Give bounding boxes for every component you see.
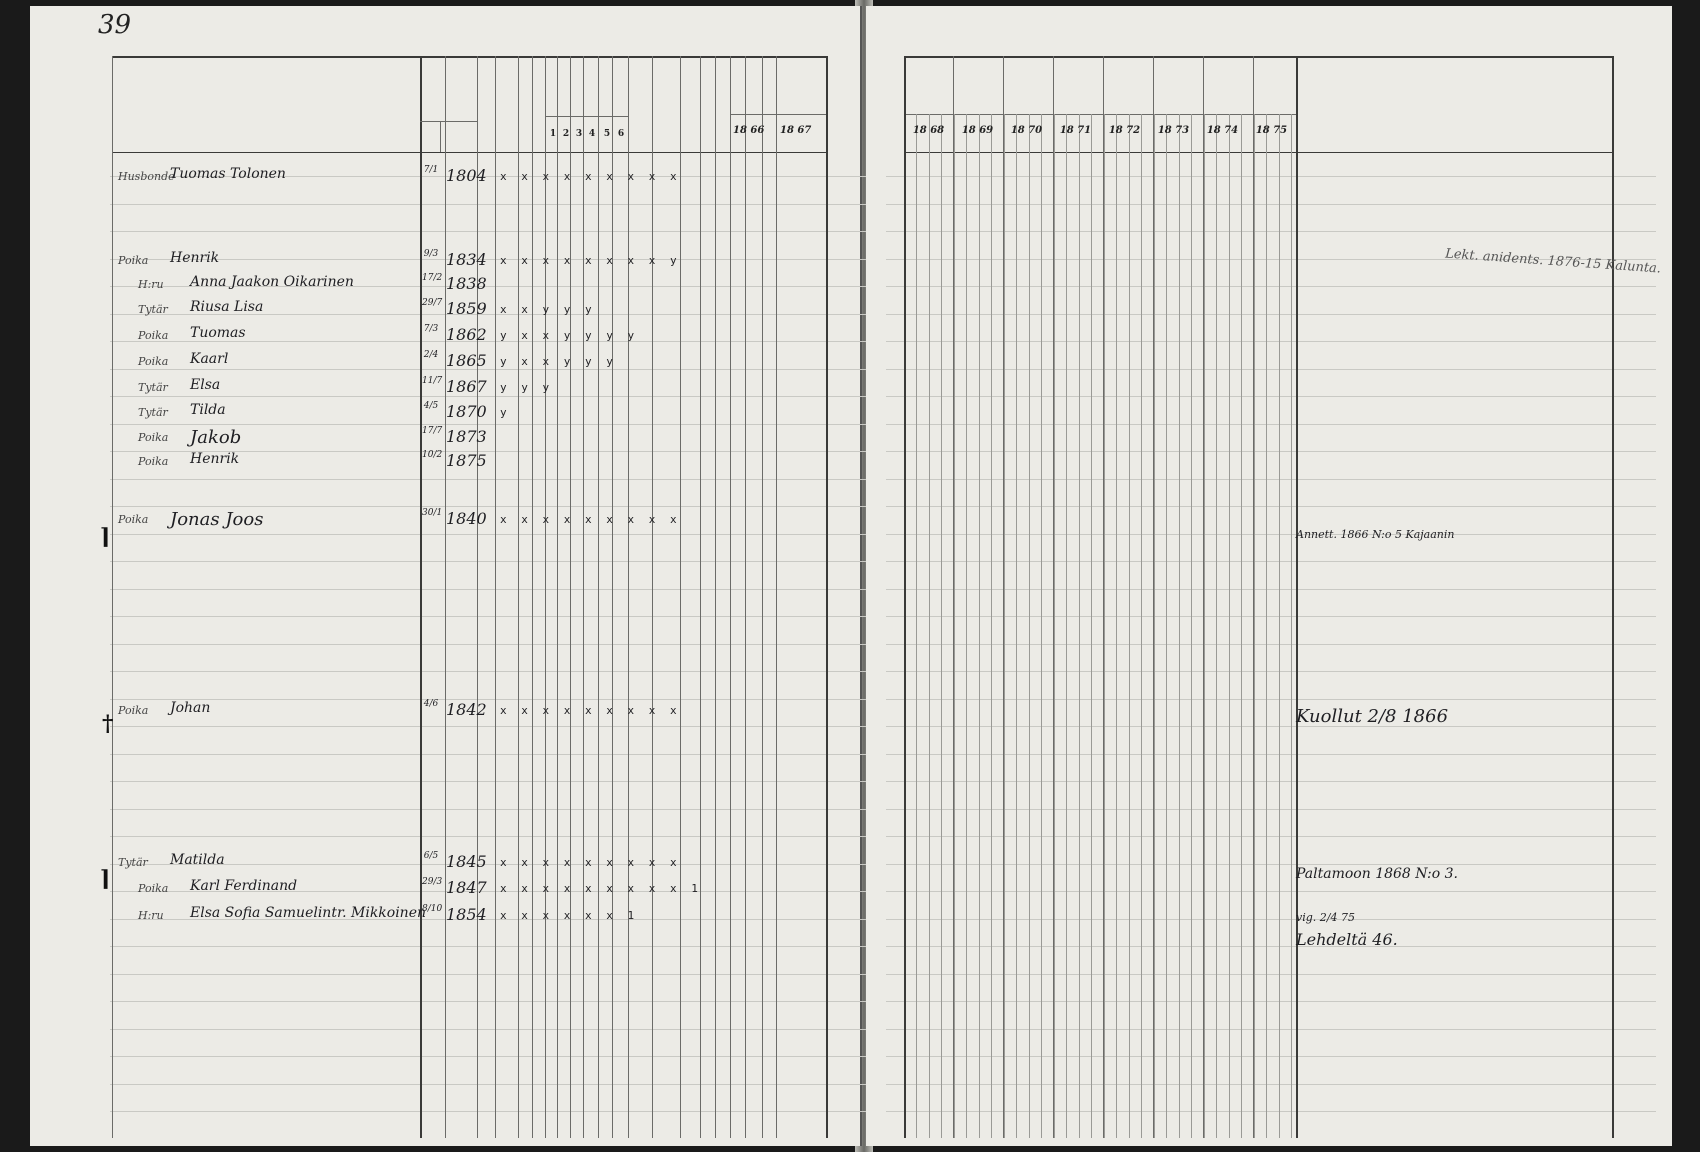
row-birth-day: 29/3 [422, 877, 443, 887]
row-birth-year: 1845 [446, 852, 487, 871]
remark-elsa: Lehdeltä 46. [1296, 930, 1398, 949]
ruled-line [110, 534, 910, 535]
ruled-line [886, 176, 1656, 177]
sub-column-line [1029, 114, 1030, 1138]
row-birth-day: 8/10 [422, 904, 443, 914]
ruled-line [886, 781, 1656, 782]
ruled-line [886, 204, 1656, 205]
sub-column-line [1041, 114, 1042, 1138]
ruled-line [886, 341, 1656, 342]
sub-column-line [1166, 114, 1167, 1138]
remark-karl: vig. 2/4 75 [1296, 911, 1355, 924]
ruled-line [110, 754, 910, 755]
ruled-line [110, 424, 910, 425]
column-divider [583, 56, 584, 1138]
ruled-line [110, 369, 910, 370]
row-birth-day: 11/7 [422, 376, 443, 386]
row-birth-day: 30/1 [422, 508, 443, 518]
ruled-line [886, 919, 1656, 920]
sub-column-line [1004, 114, 1005, 1138]
sub-column-line [1204, 114, 1205, 1138]
column-divider [628, 56, 629, 1138]
catechism-col-4: 4 [588, 129, 596, 139]
row-name: Elsa [190, 377, 221, 393]
ruled-line [886, 589, 1656, 590]
sub-column-line [929, 114, 930, 1138]
row-prefix: Poika [118, 254, 149, 267]
row-birth-year: 1854 [446, 905, 487, 924]
column-divider [598, 56, 599, 1138]
column-divider [1296, 56, 1298, 1138]
ruled-line [886, 286, 1656, 287]
column-divider [477, 56, 478, 1138]
row-marks: x x x x x x x x y [500, 254, 681, 267]
column-divider [652, 56, 653, 1138]
birth-day-year-divider [440, 121, 441, 152]
sub-column-line [1254, 114, 1255, 1138]
row-birth-year: 1867 [446, 377, 487, 396]
column-divider [420, 56, 422, 1138]
sub-column-line [954, 114, 955, 1138]
row-name: Matilda [170, 852, 225, 868]
column-divider [745, 56, 746, 1138]
ruled-line [886, 644, 1656, 645]
sub-column-line [1154, 114, 1155, 1138]
ruled-line [886, 1084, 1656, 1085]
catechism-col-6: 6 [617, 129, 625, 139]
row-birth-year: 1873 [446, 427, 487, 446]
row-birth-year: 1865 [446, 351, 487, 370]
ruled-line [110, 1001, 910, 1002]
death-cross-icon: † [102, 711, 114, 737]
row-birth-day: 9/3 [423, 249, 439, 259]
ruled-line [886, 479, 1656, 480]
row-birth-year: 1834 [446, 250, 487, 269]
row-marks: x x x x x x 1 [500, 909, 639, 922]
row-name: Jonas Joos [170, 509, 264, 530]
ruled-line [886, 754, 1656, 755]
row-name: Johan [170, 700, 211, 716]
row-birth-year: 1862 [446, 325, 487, 344]
ruled-line [886, 699, 1656, 700]
column-divider [700, 56, 701, 1138]
row-birth-day: 4/5 [423, 401, 439, 411]
column-divider [826, 56, 828, 1138]
ruled-line [110, 699, 910, 700]
ruled-line [886, 974, 1656, 975]
header-bottom-rule [904, 152, 1614, 153]
catechism-col-5: 5 [603, 129, 611, 139]
row-marks: x x x x x x x x x [500, 513, 681, 526]
ruled-line [110, 616, 910, 617]
ruled-line [110, 644, 910, 645]
sub-column-line [991, 114, 992, 1138]
row-name: Henrik [170, 250, 220, 266]
ruled-line [886, 369, 1656, 370]
row-birth-day: 29/7 [422, 298, 443, 308]
year-1867: 18 67 [780, 125, 812, 136]
row-name: Anna Jaakon Oikarinen [190, 274, 354, 290]
cross-mark: ⌉ [100, 866, 111, 892]
page-number: 39 [98, 10, 132, 40]
column-divider [545, 56, 546, 1138]
year-1874: 18 74 [1206, 125, 1239, 136]
sub-column-line [1279, 114, 1280, 1138]
ruled-line [886, 396, 1656, 397]
remark-henrik: Lekt. anidents. 1876-15 Kalunta. [1444, 246, 1662, 277]
row-birth-year: 1840 [446, 509, 487, 528]
ruled-line [110, 1111, 910, 1112]
ruled-line [110, 396, 910, 397]
catechism-col-1: 1 [549, 129, 557, 139]
ruled-line [110, 946, 910, 947]
row-name: Karl Ferdinand [190, 878, 298, 894]
row-name: Tilda [190, 402, 226, 418]
sub-column-line [1191, 114, 1192, 1138]
column-divider [1612, 56, 1614, 1138]
ruled-line [886, 534, 1656, 535]
ruled-line [110, 781, 910, 782]
column-divider [680, 56, 681, 1138]
row-marks: x x x x x x x x x [500, 704, 681, 717]
row-name: Riusa Lisa [190, 299, 264, 315]
row-marks: x x x x x x x x x [500, 856, 681, 869]
sub-column-line [1266, 114, 1267, 1138]
row-name: Henrik [190, 451, 240, 467]
column-divider [904, 56, 906, 1138]
ruled-line [110, 1029, 910, 1030]
column-divider [557, 56, 558, 1138]
column-divider [495, 56, 496, 1138]
sub-column-line [1141, 114, 1142, 1138]
column-divider [715, 56, 716, 1138]
row-prefix: Poika [118, 704, 149, 717]
header-top-rule [112, 56, 827, 58]
left-border [112, 56, 113, 1138]
row-prefix: Poika [118, 513, 149, 526]
row-prefix: Tytär [138, 381, 168, 394]
row-birth-year: 1804 [446, 166, 487, 185]
ruled-line [110, 231, 910, 232]
row-marks: y y y [500, 381, 554, 394]
ruled-line [110, 589, 910, 590]
header-bottom-rule [112, 152, 827, 153]
column-divider [518, 56, 519, 1138]
birth-sub-rule [420, 121, 477, 122]
row-birth-year: 1859 [446, 299, 487, 318]
row-prefix: Poika [138, 355, 169, 368]
year-1872: 18 72 [1108, 125, 1141, 136]
ruled-line [886, 836, 1656, 837]
sub-column-line [1091, 114, 1092, 1138]
ruled-line [886, 451, 1656, 452]
ruled-line [110, 1056, 910, 1057]
sub-column-line [1241, 114, 1242, 1138]
ruled-line [886, 1056, 1656, 1057]
right-page [866, 6, 1672, 1146]
column-divider [612, 56, 613, 1138]
column-divider [445, 56, 446, 1138]
row-name: Elsa Sofia Samuelintr. Mikkoinen [190, 905, 427, 921]
row-prefix: H:ru [138, 278, 164, 291]
ruled-line [110, 974, 910, 975]
row-marks: y x x y y y y [500, 329, 639, 342]
row-birth-day: 10/2 [422, 450, 443, 460]
column-divider [730, 56, 731, 1138]
communion-sub-rule [730, 114, 826, 115]
ruled-line [886, 616, 1656, 617]
ruled-line [886, 1029, 1656, 1030]
row-birth-day: 17/2 [422, 273, 443, 283]
remark-matilda: Paltamoon 1868 N:o 3. [1296, 866, 1458, 882]
row-marks: y [500, 406, 511, 419]
sub-column-line [1291, 114, 1292, 1138]
sub-column-line [1079, 114, 1080, 1138]
column-divider [570, 56, 571, 1138]
row-prefix: Tytär [118, 856, 148, 869]
year-1868: 18 68 [912, 125, 945, 136]
catechism-sub-rule [545, 116, 628, 117]
sub-column-line [1129, 114, 1130, 1138]
ruled-line [110, 204, 910, 205]
sub-column-line [1216, 114, 1217, 1138]
communion-sub-rule [904, 114, 1296, 115]
row-name: Kaarl [190, 351, 229, 367]
row-prefix: Husbonde [118, 170, 175, 183]
year-1873: 18 73 [1157, 125, 1190, 136]
row-prefix: Poika [138, 882, 169, 895]
row-prefix: Poika [138, 455, 169, 468]
sub-column-line [1116, 114, 1117, 1138]
year-1875: 18 75 [1255, 125, 1288, 136]
row-birth-year: 1847 [446, 878, 487, 897]
row-prefix: H:ru [138, 909, 164, 922]
ruled-line [110, 809, 910, 810]
sub-column-line [966, 114, 967, 1138]
ruled-line [110, 836, 910, 837]
ruled-line [886, 231, 1656, 232]
row-birth-year: 1838 [446, 274, 487, 293]
row-birth-year: 1875 [446, 451, 487, 470]
sub-column-line [1229, 114, 1230, 1138]
ruled-line [110, 506, 910, 507]
row-prefix: Poika [138, 329, 169, 342]
year-1869: 18 69 [961, 125, 994, 136]
year-1871: 18 71 [1059, 125, 1092, 136]
row-name: Tuomas [190, 325, 246, 341]
ruled-line [110, 479, 910, 480]
sub-column-line [1054, 114, 1055, 1138]
catechism-col-3: 3 [575, 129, 583, 139]
catechism-col-2: 2 [562, 129, 570, 139]
row-birth-day: 2/4 [423, 350, 439, 360]
year-1870: 18 70 [1010, 125, 1043, 136]
ruled-line [886, 864, 1656, 865]
sub-column-line [979, 114, 980, 1138]
row-marks: y x x y y y [500, 355, 617, 368]
ruled-line [110, 1084, 910, 1085]
remark-johan: Kuollut 2/8 1866 [1296, 706, 1449, 727]
row-marks: x x x x x x x x x 1 [500, 882, 702, 895]
ruled-line [886, 561, 1656, 562]
ruled-line [110, 671, 910, 672]
row-name: Tuomas Tolonen [170, 166, 286, 182]
row-birth-day: 6/5 [423, 851, 439, 861]
cross-mark: ⌉ [100, 524, 111, 550]
row-prefix: Tytär [138, 303, 168, 316]
ruled-line [886, 314, 1656, 315]
row-birth-year: 1842 [446, 700, 487, 719]
sub-column-line [1179, 114, 1180, 1138]
row-birth-day: 7/3 [423, 324, 439, 334]
ruled-line [886, 424, 1656, 425]
sub-column-line [1066, 114, 1067, 1138]
ruled-line [110, 561, 910, 562]
ruled-line [886, 1111, 1656, 1112]
ruled-line [110, 726, 910, 727]
ruled-line [886, 891, 1656, 892]
sub-column-line [916, 114, 917, 1138]
left-page [30, 6, 862, 1146]
row-prefix: Tytär [138, 406, 168, 419]
row-marks: x x y y y [500, 303, 596, 316]
column-divider [532, 56, 533, 1138]
column-divider [762, 56, 763, 1138]
year-1866: 18 66 [733, 125, 765, 136]
row-birth-day: 4/6 [423, 699, 439, 709]
sub-column-line [941, 114, 942, 1138]
ruled-line [886, 1001, 1656, 1002]
row-name: Jakob [190, 427, 242, 448]
ruled-line [886, 671, 1656, 672]
row-birth-day: 7/1 [423, 165, 439, 175]
header-top-rule [904, 56, 1614, 58]
row-birth-year: 1870 [446, 402, 487, 421]
remark-jonas: Annett. 1866 N:o 5 Kajaanin [1296, 528, 1455, 541]
row-marks: x x x x x x x x x [500, 170, 681, 183]
sub-column-line [1104, 114, 1105, 1138]
sub-column-line [1016, 114, 1017, 1138]
ruled-line [886, 506, 1656, 507]
row-prefix: Poika [138, 431, 169, 444]
ruled-line [886, 946, 1656, 947]
ruled-line [886, 809, 1656, 810]
row-birth-day: 17/7 [422, 426, 443, 436]
column-divider [776, 56, 777, 1138]
ruled-line [886, 726, 1656, 727]
